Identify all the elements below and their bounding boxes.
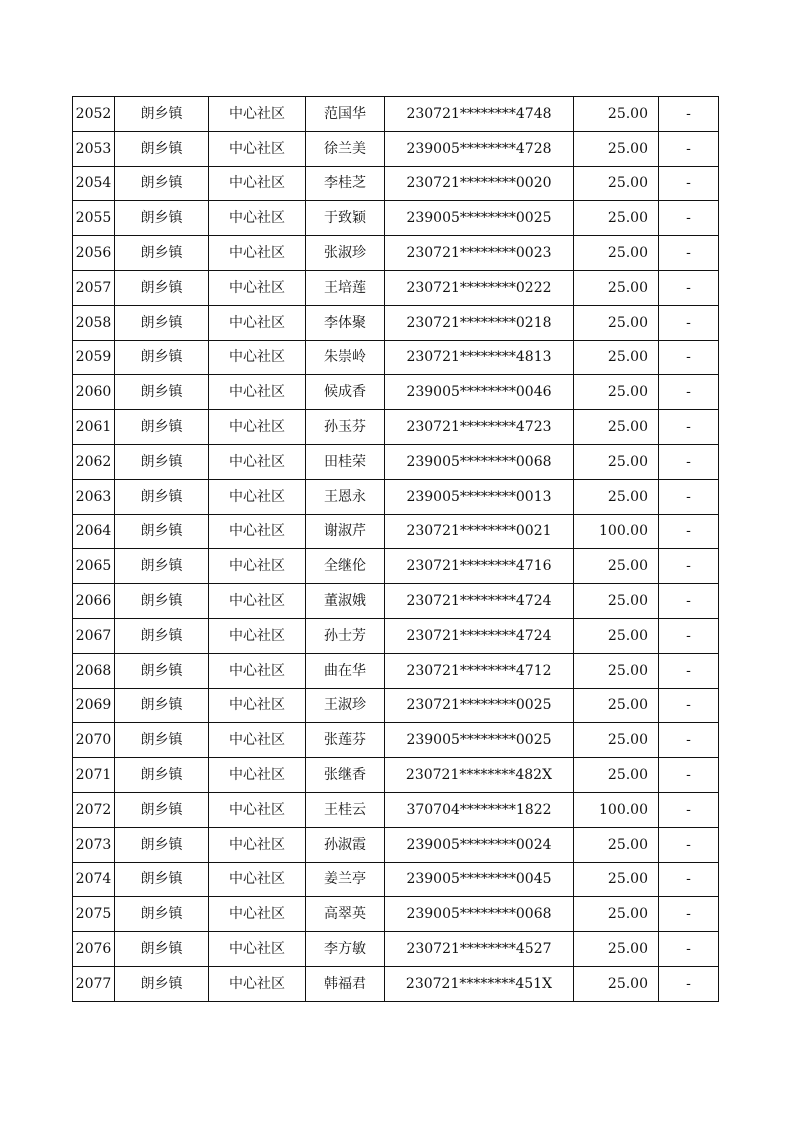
table-row	[73, 340, 719, 375]
cell-id-number: 239005********4728	[385, 131, 574, 166]
cell-community: 中心社区	[209, 966, 306, 1001]
cell-serial-number: 2077	[73, 966, 115, 1001]
cell-town: 朗乡镇	[115, 862, 209, 897]
cell-remark: -	[659, 966, 719, 1001]
cell-remark: -	[659, 410, 719, 445]
cell-town: 朗乡镇	[115, 688, 209, 723]
cell-person-name: 王淑珍	[306, 688, 385, 723]
cell-community: 中心社区	[209, 444, 306, 479]
cell-serial-number: 2054	[73, 166, 115, 201]
cell-person-name: 全继伦	[306, 549, 385, 584]
subsidy-roster-table	[72, 96, 719, 1002]
cell-remark: -	[659, 653, 719, 688]
table-row	[73, 862, 719, 897]
cell-amount: 25.00	[574, 653, 659, 688]
cell-person-name: 姜兰亭	[306, 862, 385, 897]
cell-id-number: 230721********451X	[385, 966, 574, 1001]
cell-serial-number: 2061	[73, 410, 115, 445]
cell-town: 朗乡镇	[115, 479, 209, 514]
cell-person-name: 王恩永	[306, 479, 385, 514]
cell-community: 中心社区	[209, 514, 306, 549]
cell-person-name: 王桂云	[306, 792, 385, 827]
cell-amount: 25.00	[574, 966, 659, 1001]
cell-remark: -	[659, 862, 719, 897]
cell-remark: -	[659, 688, 719, 723]
cell-id-number: 239005********0025	[385, 201, 574, 236]
cell-community: 中心社区	[209, 97, 306, 132]
table-row	[73, 966, 719, 1001]
table-row	[73, 236, 719, 271]
cell-remark: -	[659, 97, 719, 132]
cell-serial-number: 2052	[73, 97, 115, 132]
cell-person-name: 朱崇岭	[306, 340, 385, 375]
table-row	[73, 514, 719, 549]
cell-community: 中心社区	[209, 549, 306, 584]
cell-id-number: 230721********0218	[385, 305, 574, 340]
cell-remark: -	[659, 792, 719, 827]
table-row	[73, 932, 719, 967]
cell-amount: 25.00	[574, 97, 659, 132]
cell-serial-number: 2053	[73, 131, 115, 166]
cell-remark: -	[659, 723, 719, 758]
cell-amount: 25.00	[574, 932, 659, 967]
cell-id-number: 239005********0068	[385, 897, 574, 932]
cell-serial-number: 2058	[73, 305, 115, 340]
cell-serial-number: 2059	[73, 340, 115, 375]
cell-id-number: 239005********0025	[385, 723, 574, 758]
table-row	[73, 166, 719, 201]
table-row	[73, 131, 719, 166]
cell-person-name: 王培莲	[306, 270, 385, 305]
cell-id-number: 230721********4527	[385, 932, 574, 967]
cell-id-number: 230721********4813	[385, 340, 574, 375]
cell-remark: -	[659, 305, 719, 340]
table-row	[73, 444, 719, 479]
cell-amount: 25.00	[574, 270, 659, 305]
cell-person-name: 孙玉芬	[306, 410, 385, 445]
table-row	[73, 584, 719, 619]
cell-person-name: 田桂荣	[306, 444, 385, 479]
table-row	[73, 758, 719, 793]
cell-serial-number: 2072	[73, 792, 115, 827]
cell-town: 朗乡镇	[115, 444, 209, 479]
cell-id-number: 239005********0013	[385, 479, 574, 514]
cell-amount: 25.00	[574, 897, 659, 932]
cell-person-name: 李方敏	[306, 932, 385, 967]
table-row	[73, 549, 719, 584]
cell-remark: -	[659, 479, 719, 514]
cell-town: 朗乡镇	[115, 653, 209, 688]
cell-amount: 25.00	[574, 201, 659, 236]
cell-amount: 25.00	[574, 584, 659, 619]
cell-id-number: 230721********0025	[385, 688, 574, 723]
cell-town: 朗乡镇	[115, 827, 209, 862]
cell-person-name: 曲在华	[306, 653, 385, 688]
cell-serial-number: 2057	[73, 270, 115, 305]
cell-serial-number: 2060	[73, 375, 115, 410]
cell-serial-number: 2075	[73, 897, 115, 932]
cell-id-number: 230721********4716	[385, 549, 574, 584]
cell-serial-number: 2062	[73, 444, 115, 479]
cell-amount: 25.00	[574, 131, 659, 166]
cell-id-number: 239005********0046	[385, 375, 574, 410]
cell-serial-number: 2063	[73, 479, 115, 514]
cell-amount: 100.00	[574, 792, 659, 827]
cell-community: 中心社区	[209, 584, 306, 619]
cell-serial-number: 2056	[73, 236, 115, 271]
cell-town: 朗乡镇	[115, 236, 209, 271]
cell-id-number: 230721********4724	[385, 618, 574, 653]
cell-town: 朗乡镇	[115, 549, 209, 584]
cell-serial-number: 2067	[73, 618, 115, 653]
cell-community: 中心社区	[209, 688, 306, 723]
cell-community: 中心社区	[209, 201, 306, 236]
table-body	[73, 97, 719, 1002]
cell-serial-number: 2074	[73, 862, 115, 897]
cell-id-number: 230721********0023	[385, 236, 574, 271]
cell-town: 朗乡镇	[115, 131, 209, 166]
cell-community: 中心社区	[209, 653, 306, 688]
cell-community: 中心社区	[209, 862, 306, 897]
cell-amount: 25.00	[574, 166, 659, 201]
cell-community: 中心社区	[209, 410, 306, 445]
table-row	[73, 688, 719, 723]
cell-id-number: 239005********0068	[385, 444, 574, 479]
cell-serial-number: 2069	[73, 688, 115, 723]
cell-amount: 25.00	[574, 688, 659, 723]
cell-amount: 25.00	[574, 827, 659, 862]
cell-person-name: 孙士芳	[306, 618, 385, 653]
cell-serial-number: 2065	[73, 549, 115, 584]
cell-town: 朗乡镇	[115, 932, 209, 967]
cell-id-number: 230721********4724	[385, 584, 574, 619]
cell-remark: -	[659, 514, 719, 549]
cell-remark: -	[659, 375, 719, 410]
cell-person-name: 徐兰美	[306, 131, 385, 166]
cell-amount: 25.00	[574, 375, 659, 410]
cell-town: 朗乡镇	[115, 792, 209, 827]
cell-amount: 25.00	[574, 758, 659, 793]
cell-community: 中心社区	[209, 340, 306, 375]
cell-remark: -	[659, 236, 719, 271]
table-row	[73, 410, 719, 445]
cell-amount: 25.00	[574, 340, 659, 375]
cell-community: 中心社区	[209, 270, 306, 305]
cell-town: 朗乡镇	[115, 97, 209, 132]
cell-community: 中心社区	[209, 479, 306, 514]
cell-community: 中心社区	[209, 305, 306, 340]
cell-remark: -	[659, 549, 719, 584]
cell-person-name: 李桂芝	[306, 166, 385, 201]
cell-remark: -	[659, 270, 719, 305]
cell-person-name: 高翠英	[306, 897, 385, 932]
table-row	[73, 305, 719, 340]
cell-person-name: 于致颖	[306, 201, 385, 236]
table-row	[73, 375, 719, 410]
cell-serial-number: 2055	[73, 201, 115, 236]
table-row	[73, 97, 719, 132]
cell-community: 中心社区	[209, 827, 306, 862]
cell-community: 中心社区	[209, 375, 306, 410]
cell-town: 朗乡镇	[115, 584, 209, 619]
cell-community: 中心社区	[209, 723, 306, 758]
cell-amount: 25.00	[574, 444, 659, 479]
table-row	[73, 201, 719, 236]
cell-amount: 25.00	[574, 862, 659, 897]
cell-serial-number: 2071	[73, 758, 115, 793]
cell-town: 朗乡镇	[115, 897, 209, 932]
table-row	[73, 897, 719, 932]
cell-person-name: 董淑娥	[306, 584, 385, 619]
table-row	[73, 479, 719, 514]
cell-amount: 25.00	[574, 305, 659, 340]
cell-id-number: 239005********0024	[385, 827, 574, 862]
cell-community: 中心社区	[209, 131, 306, 166]
table-row	[73, 618, 719, 653]
cell-remark: -	[659, 131, 719, 166]
cell-community: 中心社区	[209, 236, 306, 271]
cell-remark: -	[659, 340, 719, 375]
cell-serial-number: 2066	[73, 584, 115, 619]
cell-town: 朗乡镇	[115, 166, 209, 201]
cell-serial-number: 2073	[73, 827, 115, 862]
cell-remark: -	[659, 444, 719, 479]
cell-remark: -	[659, 166, 719, 201]
cell-remark: -	[659, 932, 719, 967]
cell-id-number: 239005********0045	[385, 862, 574, 897]
cell-town: 朗乡镇	[115, 514, 209, 549]
cell-amount: 25.00	[574, 410, 659, 445]
cell-remark: -	[659, 618, 719, 653]
cell-town: 朗乡镇	[115, 410, 209, 445]
cell-remark: -	[659, 897, 719, 932]
cell-community: 中心社区	[209, 758, 306, 793]
cell-person-name: 谢淑芹	[306, 514, 385, 549]
cell-person-name: 张淑珍	[306, 236, 385, 271]
table-row	[73, 827, 719, 862]
cell-amount: 100.00	[574, 514, 659, 549]
cell-amount: 25.00	[574, 236, 659, 271]
cell-person-name: 孙淑霞	[306, 827, 385, 862]
cell-id-number: 230721********482X	[385, 758, 574, 793]
cell-id-number: 230721********0020	[385, 166, 574, 201]
cell-serial-number: 2068	[73, 653, 115, 688]
cell-id-number: 230721********0021	[385, 514, 574, 549]
cell-amount: 25.00	[574, 618, 659, 653]
cell-town: 朗乡镇	[115, 201, 209, 236]
cell-person-name: 候成香	[306, 375, 385, 410]
cell-id-number: 230721********4712	[385, 653, 574, 688]
cell-town: 朗乡镇	[115, 758, 209, 793]
cell-community: 中心社区	[209, 792, 306, 827]
cell-town: 朗乡镇	[115, 723, 209, 758]
cell-town: 朗乡镇	[115, 340, 209, 375]
cell-serial-number: 2064	[73, 514, 115, 549]
cell-person-name: 李体聚	[306, 305, 385, 340]
cell-remark: -	[659, 758, 719, 793]
cell-community: 中心社区	[209, 618, 306, 653]
table-row	[73, 723, 719, 758]
cell-town: 朗乡镇	[115, 966, 209, 1001]
cell-id-number: 230721********4748	[385, 97, 574, 132]
cell-serial-number: 2076	[73, 932, 115, 967]
cell-serial-number: 2070	[73, 723, 115, 758]
cell-remark: -	[659, 201, 719, 236]
table-row	[73, 653, 719, 688]
cell-id-number: 230721********0222	[385, 270, 574, 305]
cell-person-name: 张莲芬	[306, 723, 385, 758]
cell-person-name: 张继香	[306, 758, 385, 793]
cell-person-name: 韩福君	[306, 966, 385, 1001]
cell-community: 中心社区	[209, 897, 306, 932]
cell-amount: 25.00	[574, 549, 659, 584]
cell-remark: -	[659, 584, 719, 619]
table-row	[73, 792, 719, 827]
table-row	[73, 270, 719, 305]
cell-person-name: 范国华	[306, 97, 385, 132]
cell-id-number: 370704********1822	[385, 792, 574, 827]
cell-remark: -	[659, 827, 719, 862]
cell-amount: 25.00	[574, 479, 659, 514]
cell-town: 朗乡镇	[115, 618, 209, 653]
cell-community: 中心社区	[209, 932, 306, 967]
cell-community: 中心社区	[209, 166, 306, 201]
cell-amount: 25.00	[574, 723, 659, 758]
cell-town: 朗乡镇	[115, 305, 209, 340]
cell-town: 朗乡镇	[115, 375, 209, 410]
cell-id-number: 230721********4723	[385, 410, 574, 445]
cell-town: 朗乡镇	[115, 270, 209, 305]
